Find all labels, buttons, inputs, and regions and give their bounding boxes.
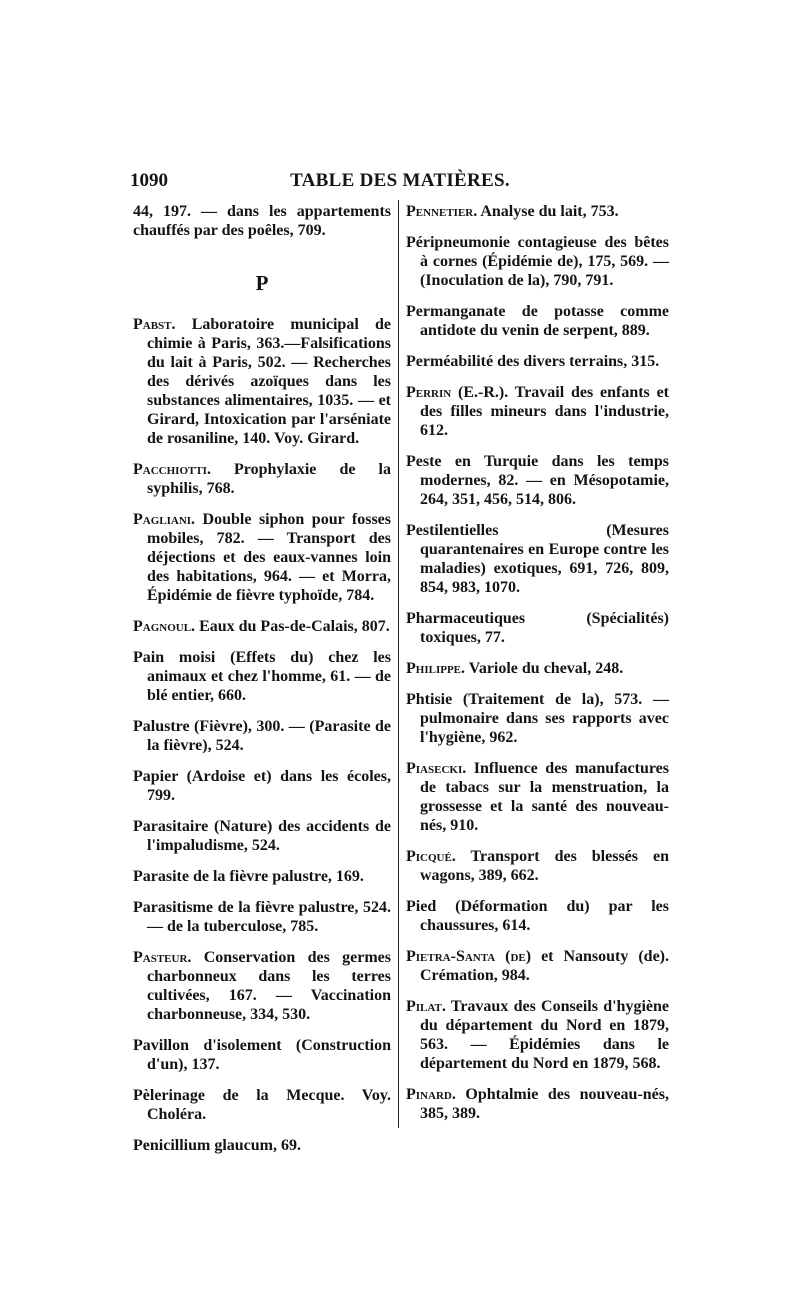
entry-author: Pagnoul. xyxy=(133,618,196,635)
entry-text: Parasite de la fièvre palustre, 169. xyxy=(133,868,364,885)
entry-author: Pacchiotti. xyxy=(133,461,211,478)
entry-text: Influence des manufactures de tabacs sur la menstruation, la grossesse et la santé des nouveau-nés, 910. xyxy=(420,760,669,834)
entry-text: Péripneumonie contagieuse des bêtes à cornes (Épidémie de), 175, 569. — (Inoculation de la), 790, 791. xyxy=(406,234,669,289)
entry-text: Permanganate de potasse comme antidote du venin de serpent, 889. xyxy=(406,303,669,339)
entry-text: Perméabilité des divers terrains, 315. xyxy=(406,353,660,370)
entry-author: Philippe. xyxy=(406,660,466,677)
index-entry xyxy=(133,648,391,705)
entry-author: Piasecki. xyxy=(406,760,467,777)
index-entry xyxy=(406,759,669,835)
entry-text: Travaux des Conseils d'hygiène du département du Nord en 1879, 563. — Épidémies dans le département du Nord en 1879, 568. xyxy=(420,998,669,1072)
index-entry xyxy=(406,383,669,440)
index-entry xyxy=(133,817,391,855)
entry-text: et Nansouty (de). Crémation, 984. xyxy=(420,948,669,984)
entry-author: Pinard. xyxy=(406,1086,456,1103)
entry-text: Palustre (Fièvre), 300. — (Parasite de la fièvre), 524. xyxy=(133,718,391,754)
entry-text: Pharmaceutiques (Spécialités) toxiques, 77. xyxy=(406,610,669,646)
entry-text: Papier (Ardoise et) dans les écoles, 799. xyxy=(133,768,391,804)
index-entry xyxy=(406,659,669,678)
entry-text: (E.-R.). Travail des enfants et des filles mineurs dans l'industrie, 612. xyxy=(420,384,669,439)
index-entry xyxy=(406,352,669,371)
entry-author: Pabst. xyxy=(133,316,176,333)
entry-author: Pasteur. xyxy=(133,949,192,966)
entry-text: 44, 197. — dans les appartements chauffés par des poêles, 709. xyxy=(133,203,391,239)
index-entry xyxy=(406,452,669,509)
index-entry xyxy=(133,315,391,448)
page-header xyxy=(130,170,670,194)
entry-text: Transport des blessés en wagons, 389, 662. xyxy=(420,848,669,884)
index-entry xyxy=(133,460,391,498)
index-entry xyxy=(406,947,669,985)
page-number: 1090 xyxy=(130,170,168,191)
entry-author: Pilat. xyxy=(406,998,446,1015)
index-entry xyxy=(406,897,669,935)
index-entry xyxy=(406,521,669,597)
index-entry xyxy=(406,609,669,647)
entry-text: Pain moisi (Effets du) chez les animaux et chez l'homme, 61. — de blé entier, 660. xyxy=(133,649,391,704)
entry-text: Pèlerinage de la Mecque. Voy. Choléra. xyxy=(133,1087,391,1123)
index-entry xyxy=(406,1085,669,1123)
running-title: TABLE DES MATIÈRES. xyxy=(290,170,510,191)
index-entry xyxy=(406,202,669,221)
entry-text: Double siphon pour fosses mobiles, 782. — Transport des déjections et des eaux-vannes loin des habitations, 964. — et Morra, Épidémie de fièvre typhoïde, 784. xyxy=(147,511,391,604)
entry-text: Ophtalmie des nouveau-nés, 385, 389. xyxy=(420,1086,669,1122)
entry-author: Pagliani. xyxy=(133,511,196,528)
entry-text: Parasitaire (Nature) des accidents de l'impaludisme, 524. xyxy=(133,818,391,854)
section-letter xyxy=(133,271,391,295)
index-entry xyxy=(133,717,391,755)
index-entry xyxy=(133,1086,391,1124)
index-entry xyxy=(133,202,391,240)
index-entry xyxy=(133,510,391,605)
entry-text: Pavillon d'isolement (Construction d'un), 137. xyxy=(133,1037,391,1073)
left-column xyxy=(133,202,391,1167)
index-entry xyxy=(133,1036,391,1074)
entry-text: Peste en Turquie dans les temps modernes, 82. — en Mésopotamie, 264, 351, 456, 514, 806. xyxy=(406,453,669,508)
entry-text: Laboratoire municipal de chimie à Paris, 363.—Falsifications du lait à Paris, 502. — Recherches des dérivés azoïques dans les substances alimentaires, 1035. — et Girard, Intoxication par l'arséniate de rosaniline, 140. Voy. Girard. xyxy=(147,316,391,447)
entry-text: Analyse du lait, 753. xyxy=(477,203,619,220)
index-entry xyxy=(133,1136,391,1155)
entry-text: Variole du cheval, 248. xyxy=(465,660,624,677)
entry-text: P xyxy=(255,271,269,295)
index-entry xyxy=(133,767,391,805)
right-column xyxy=(406,202,669,1135)
index-entry xyxy=(133,948,391,1024)
index-entry xyxy=(406,690,669,747)
entry-text: Prophylaxie de la syphilis, 768. xyxy=(147,461,391,497)
index-entry xyxy=(406,997,669,1073)
entry-author: Pennetier. xyxy=(406,203,478,220)
index-entry xyxy=(406,847,669,885)
column-divider xyxy=(398,200,399,1128)
index-entry xyxy=(133,898,391,936)
entry-author: Pietra-Santa (de) xyxy=(406,948,532,965)
index-entry xyxy=(406,302,669,340)
entry-text: Conservation des germes charbonneux dans les terres cultivées, 167. — Vaccination charbonneuse, 334, 530. xyxy=(147,949,391,1023)
index-entry xyxy=(406,233,669,290)
entry-text: Pestilentielles (Mesures quarantenaires en Europe contre les maladies) exotiques, 691, 726, 809, 854, 983, 1070. xyxy=(406,522,669,596)
entry-author: Picqué. xyxy=(406,848,456,865)
entry-text: Phtisie (Traitement de la), 573. — pulmonaire dans ses rapports avec l'hygiène, 962. xyxy=(406,691,669,746)
entry-text: Parasitisme de la fièvre palustre, 524. — de la tuberculose, 785. xyxy=(133,899,391,935)
index-entry xyxy=(133,867,391,886)
entry-text: Eaux du Pas-de-Calais, 807. xyxy=(195,618,390,635)
index-entry xyxy=(133,617,391,636)
entry-author: Perrin xyxy=(406,384,452,401)
entry-text: Penicillium glaucum, 69. xyxy=(133,1137,301,1154)
entry-text: Pied (Déformation du) par les chaussures, 614. xyxy=(406,898,669,934)
